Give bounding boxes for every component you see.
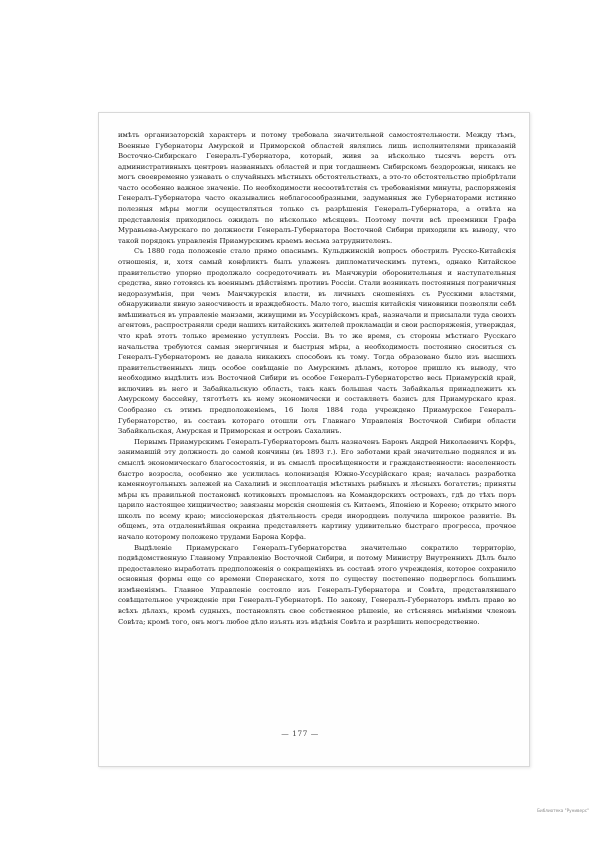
paragraph-1: имѣть организаторскій характеръ и потому требовала значительной самостоятельности. Между тѣмъ, Военные Губернаторы Амурской и Приморской областей являлись лишь исполнителями приказаній Восточно-Сибирскаго Генералъ-Губернатора, который, живя за нѣсколько тысячъ верстъ отъ административныхъ центровъ названныхъ областей и при тогдашнемъ Сибирскомъ бездорожьи, никакъ не могъ своевременно узнавать о случайныхъ мѣстныхъ обстоятельствахъ, а это-то обстоятельство пріобрѣтали часто особенно важное значеніе. По необходимости несоотвѣтствія съ требованіями минуты, распоряженія Генералъ-Губернатора часто оказывались неблагосообразными, задуманныя же Губернаторами истинно полезныя мѣры могли осуществляться только съ разрѣшенія Генералъ-Губернатора, а отвѣта на представленія приходилось ожидать по нѣсколько мѣсяцевъ. Поэтому почти всѣ преемники Графа Муравьева-Амурскаго по должности Генералъ-Губернатора Восточной Сибири приходили къ выводу, что такой порядокъ управленія Приамурскимъ краемъ весьма затруднителенъ. <box>118 131 516 245</box>
library-watermark: Библиотека "Руниверс" <box>537 808 589 813</box>
paragraph-2: Съ 1880 года положеніе стало прямо опаснымъ. Кульджинскій вопросъ обострилъ Русско-Китайскія отношенія, и, хотя самый конфликтъ былъ улаженъ дипломатическимъ путемъ, однако Китайское правительство упорно продолжало сосредоточивать въ Манчжуріи оборонительныя и наступательныя средства, явно готовясь къ военнымъ дѣйствіямъ противъ Россіи. Стали возникать постоянныя пограничныя недоразумѣнія, при чемъ Манчжурскія власти, въ личныхъ сношеніяхъ съ Русскими властями, обнаруживали явную заносчивость и враждебность. Мало того, высшія китайскія чиновники позволяли себѣ вмѣшиваться въ управленіе манзами, живущими въ Уссурійскомъ краѣ, назначали и присылали туда своихъ агентовъ, распространяли среди нашихъ китайскихъ жителей прокламаціи и свои распоряженія, утверждая, что краѣ этотъ только временно уступленъ Россіи. Въ то же время, съ стороны мѣстнаго Русскаго начальства требуются самыя энергичныя и быстрыя мѣры, а необходимость постоянно сноситься съ Генералъ-Губернаторомъ не давала никакихъ способовъ къ тому. Тогда образовано было изъ высшихъ правительственныхъ лицъ особое совѣщаніе по Амурскимъ дѣламъ, которое пришло къ выводу, что необходимо выдѣлить изъ Восточной Сибири въ особое Генералъ-Губернаторство весь Приамурскій край, включивъ въ него и Забайкальскую область, такъ какъ большая часть Забайкалья принадлежитъ къ Амурскому бассейну, тяготѣетъ къ нему экономически и составляетъ базисъ для Приамурскаго края. Сообразно съ этимъ предположеніемъ, 16 Іюля 1884 года учреждено Приамурское Генералъ-Губернаторство, въ составъ котораго отошли отъ Главнаго Управленія Восточной Сибири области Забайкальская, Амурская и Приморская и островъ Сахалинъ. <box>118 247 516 436</box>
paragraph-4: Выдѣленіе Приамурскаго Генералъ-Губернаторства значительно сократило территорію, подвѣдомственную Главному Управленію Восточной Сибири, и потому Министру Внутреннихъ Дѣлъ было предоставлено выработать предположенія о сокращеніяхъ въ составѣ этого учрежденія, которое сохранило основныя формы еще со времени Сперанскаго, хотя по существу постепенно подверглось большимъ измѣненіямъ. Главное Управленіе состояло изъ Генералъ-Губернатора и Совѣта, представлявшаго совѣщательное учрежденіе при Генералъ-Губернаторѣ. По закону, Генералъ-Губернаторъ имѣлъ право во всѣхъ дѣлахъ, кромѣ судныхъ, постановлять свое собственное рѣшеніе, не стѣсняясь мнѣніями членовъ Совѣта; кромѣ того, онъ могъ любое дѣло изъять изъ вѣдѣнія Совѣта и разрѣшить непосредственно. <box>118 543 516 626</box>
paragraph-3: Первымъ Приамурскимъ Генералъ-Губернаторомъ былъ назначенъ Баронъ Андрей Николаевичъ Корфъ, занимавшій эту должность до самой кончины (въ 1893 г.). Его заботами край значительно поднялся и въ смыслѣ экономическаго благосостоянія, и въ смыслѣ просвѣщенности и гражданственности: населенность быстро возросла, особенно же усилилась колонизація Южно-Уссурійскаго края; началась разработка каменноугольныхъ залежей на Сахалинѣ и эксплоатація мѣстныхъ рыбныхъ и лѣсныхъ богатствъ; приняты мѣры къ правильной постановкѣ котиковыхъ промысловъ на Командорскихъ островахъ, гдѣ до тѣхъ поръ царило настоящее хищничество; завязаны морскія сношенія съ Китаемъ, Японіею и Кореею; открыто много школъ по всему краю; миссіонерская дѣятельность среди инородцевъ получила широкое развитіе. Въ общемъ, эта отдаленнѣйшая окраина представляетъ картину удивительно быстраго прогресса, прочное начало которому положено трудами Барона Корфа. <box>118 437 516 541</box>
page-number: — 177 — <box>281 729 319 738</box>
body-text <box>118 130 516 627</box>
